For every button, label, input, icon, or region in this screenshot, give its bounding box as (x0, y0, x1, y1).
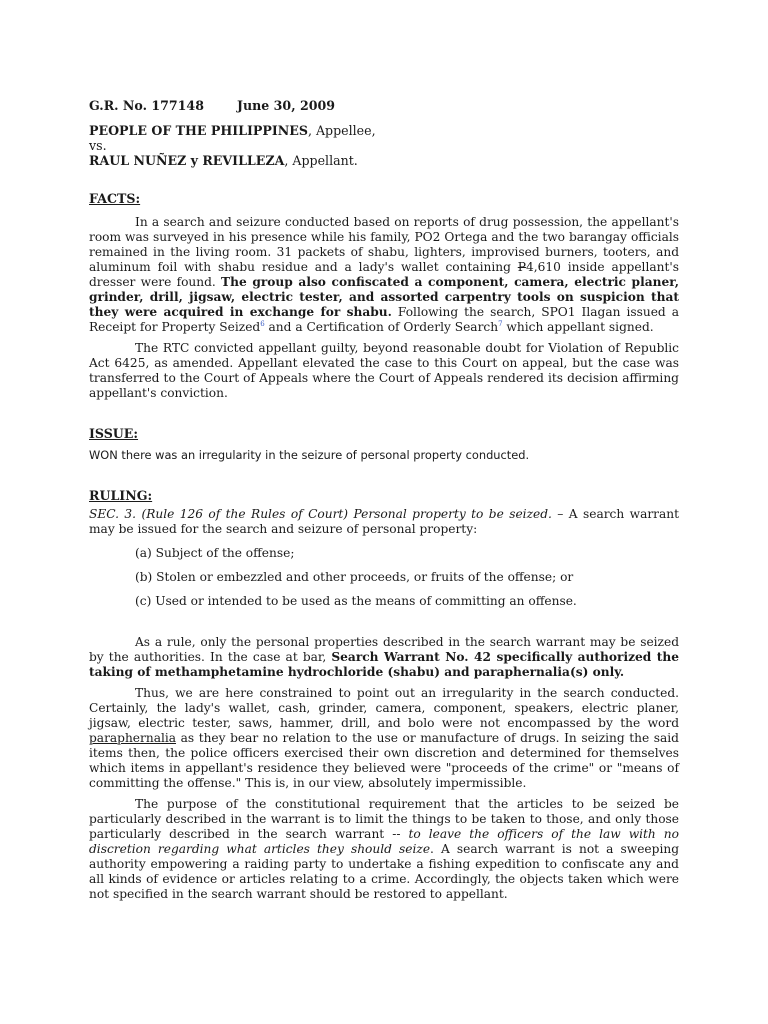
list-item: (c) Used or intended to be used as the means of committing an offense. (135, 594, 577, 608)
case-digest-page (89, 98, 679, 902)
appellant-role: , Appellant. (284, 153, 358, 168)
ruling-paragraph-2: Thus, we are here constrained to point out an irregularity in the search conducted. Certainly, the lady's wallet, cash, grinder, camera, component, speakers, electric planer, jigsaw, electric tester, saws, hammer, drill, and bolo were not encompassed by the word paraphernalia as they bear no relation to the use or manufacture of drugs. In seizing the said items then, the police officers exercised their own discretion and determined for themselves which items in appellant's residence they believed were "proceeds of the crime" or "means of committing the offense." This is, in our view, absolutely impermissible. (89, 686, 679, 790)
peso-sign: P (517, 260, 526, 274)
case-date: June 30, 2009 (237, 98, 336, 113)
appellant-line (89, 153, 679, 168)
ruling-bold-text: Search Warrant No. 42 specifically authorized the taking of methamphetamine hydrochloride (shabu) and paraphernalia(s) only. (89, 650, 679, 679)
versus-line: vs. (89, 138, 107, 153)
appellee-line (89, 123, 679, 138)
issue-heading: ISSUE: (89, 426, 139, 441)
ruling-italic-text: to leave the officers of the law with no discretion regarding what articles they should seize (89, 827, 679, 856)
footnote-link-7[interactable]: 7 (498, 319, 503, 328)
facts-paragraph-1: In a search and seizure conducted based on reports of drug possession, the appellant's room was surveyed in his presence while his family, PO2 Ortega and the two barangay officials remained in the living room. 31 packets of shabu, lighters, improvised burners, tooters, and aluminum foil with shabu residue and a lady's wallet containing P4,610 inside appellant's dresser were found. The group also confiscated a component, camera, electric planer, grinder, drill, jigsaw, electric tester, and assorted carpentry tools on suspicion that they were acquired in exchange for shabu. Following the search, SPO1 Ilagan issued a Receipt for Property Seized$^6$ and a Certification of Orderly Search$^7$ which appellant signed. (89, 215, 679, 334)
underlined-term: paraphernalia (89, 731, 177, 745)
property-list (135, 546, 679, 609)
list-item: (b) Stolen or embezzled and other proceeds, or fruits of the offense; or (135, 570, 574, 584)
footnote-link-6[interactable]: 6 (260, 319, 265, 328)
case-header-line (89, 98, 679, 113)
facts-paragraph-2: The RTC convicted appellant guilty, beyond reasonable doubt for Violation of Republic Act 6425, as amended. Appellant elevated the case to this Court on appeal, but the case was transferred to the Court of Appeals where the Court of Appeals rendered its decision affirming appellant's conviction. (89, 341, 679, 400)
rule-citation: SEC. 3. (Rule 126 of the Rules of Court) Personal property to be seized. – A search warrant may be issued for the search and seizure of personal property: (89, 507, 679, 536)
list-item: (a) Subject of the offense; (135, 546, 295, 560)
ruling-heading: RULING: (89, 488, 153, 503)
appellee-role: , Appellee, (307, 123, 376, 138)
issue-text: WON there was an irregularity in the seizure of personal property conducted. (89, 448, 530, 462)
ruling-paragraph-1: As a rule, only the personal properties described in the search warrant may be seized by the authorities. In the case at bar, Search Warrant No. 42 specifically authorized the taking of methamphetamine hydrochloride (shabu) and paraphernalia(s) only. (89, 635, 679, 679)
case-number: G.R. No. 177148 (89, 98, 204, 113)
facts-heading: FACTS: (89, 191, 141, 206)
rule-citation-italic: SEC. 3. (Rule 126 of the Rules of Court) Personal property to be seized. (89, 507, 552, 521)
ruling-paragraph-3: The purpose of the constitutional requirement that the articles to be seized be particularly described in the warrant is to limit the things to be taken to those, and only those particularly described in the search warrant -- to leave the officers of the law with no discretion regarding what articles they should seize. A search warrant is not a sweeping authority empowering a raiding party to undertake a fishing expedition to confiscate any and all kinds of evidence or articles relating to a crime. Accordingly, the objects taken which were not specified in the search warrant should be restored to appellant. (89, 797, 679, 901)
appellee-name: PEOPLE OF THE PHILIPPINES (89, 123, 308, 138)
facts-bold-text: The group also confiscated a component, camera, electric planer, grinder, drill, jigsaw, electric tester, and assorted carpentry tools on suspicion that they were acquired in exchange for shabu. (89, 275, 679, 319)
appellant-name: RAUL NUÑEZ y REVILLEZA (89, 153, 285, 168)
